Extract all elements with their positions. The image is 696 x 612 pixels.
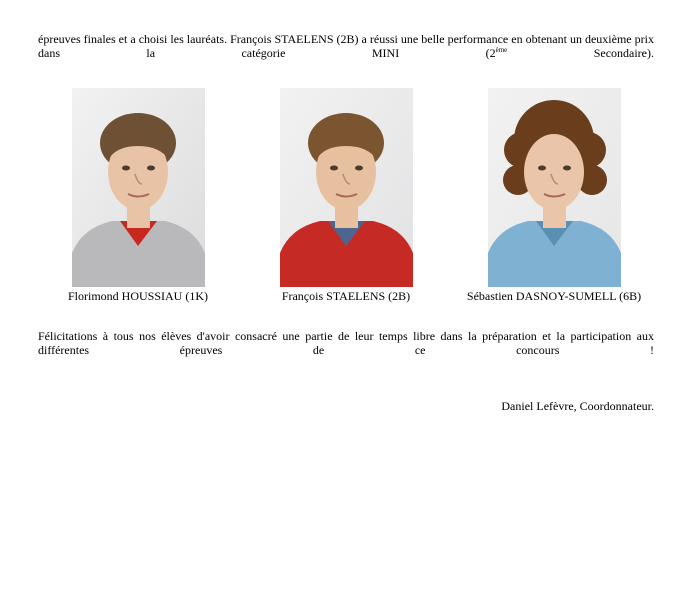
laureate-photo-dasnoy xyxy=(488,88,621,287)
ordinal-superscript: ème xyxy=(495,45,508,54)
laureate-caption-dasnoy: Sébastien DASNOY-SUMELL (6B) xyxy=(466,289,642,303)
laureate-caption-houssiau: Florimond HOUSSIAU (1K) xyxy=(67,289,209,303)
laureate-photo-houssiau xyxy=(72,88,205,287)
portrait-photo-icon xyxy=(488,88,621,287)
portrait-photo-icon xyxy=(72,88,205,287)
intro-text-end: Secondaire). xyxy=(507,45,654,60)
laureate-caption-staelens: François STAELENS (2B) xyxy=(281,289,411,303)
laureate-photo-staelens xyxy=(280,88,413,287)
intro-text: épreuves finales et a choisi les lauréats. François STAELENS (2B) a réussi une belle performance en obtenant un deuxième prix dans la catégorie MINI (2 xyxy=(38,32,654,60)
intro-paragraph xyxy=(38,33,654,74)
congratulations-paragraph: Félicitations à tous nos élèves d'avoir consacré une partie de leur temps libre dans la préparation et la participation aux différentes épreuves de ce concours ! xyxy=(38,329,654,357)
portrait-photo-icon xyxy=(280,88,413,287)
signature: Daniel Lefèvre, Coordonnateur. xyxy=(501,399,654,413)
